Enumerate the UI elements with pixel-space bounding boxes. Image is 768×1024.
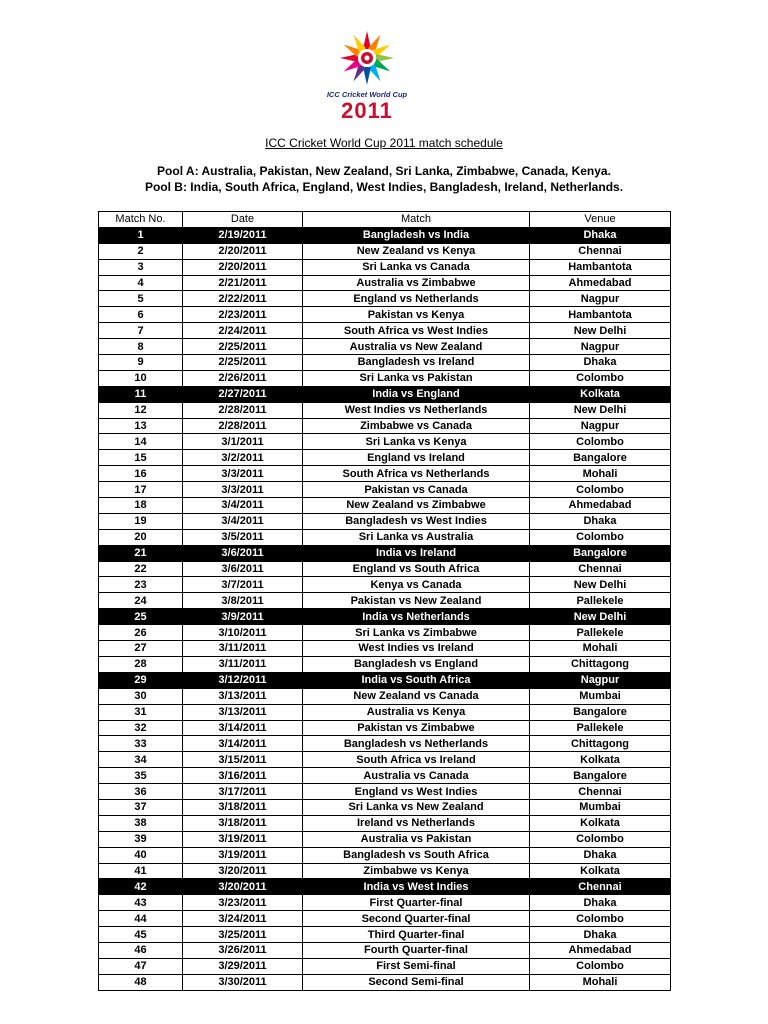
cell-venue: Mohali	[530, 974, 671, 990]
cell-match: Bangladesh vs India	[303, 227, 530, 243]
cell-match: West Indies vs Netherlands	[303, 402, 530, 418]
cell-venue: Chennai	[530, 561, 671, 577]
table-row	[99, 498, 671, 514]
cell-venue: Dhaka	[530, 847, 671, 863]
table-row	[99, 323, 671, 339]
cell-date: 3/4/2011	[183, 498, 303, 514]
cell-match-no: 35	[99, 768, 183, 784]
cell-match: Bangladesh vs Ireland	[303, 355, 530, 371]
cell-date: 3/19/2011	[183, 847, 303, 863]
column-header-match: Match	[303, 212, 530, 228]
table-row	[99, 482, 671, 498]
cell-match-no: 42	[99, 879, 183, 895]
cell-date: 3/4/2011	[183, 513, 303, 529]
table-row	[99, 784, 671, 800]
cell-date: 3/25/2011	[183, 927, 303, 943]
cell-match-no: 27	[99, 641, 183, 657]
cell-venue: Pallekele	[530, 625, 671, 641]
cell-match-no: 4	[99, 275, 183, 291]
cell-date: 3/20/2011	[183, 879, 303, 895]
cell-match-no: 21	[99, 545, 183, 561]
table-row	[99, 450, 671, 466]
cell-date: 2/21/2011	[183, 275, 303, 291]
cell-date: 3/12/2011	[183, 672, 303, 688]
cell-match: India vs South Africa	[303, 672, 530, 688]
column-header-date: Date	[183, 212, 303, 228]
table-row	[99, 672, 671, 688]
cell-date: 2/28/2011	[183, 402, 303, 418]
table-row	[99, 402, 671, 418]
cell-venue: Colombo	[530, 911, 671, 927]
cell-venue: Colombo	[530, 370, 671, 386]
cell-date: 3/18/2011	[183, 815, 303, 831]
cell-venue: New Delhi	[530, 402, 671, 418]
cell-match-no: 2	[99, 243, 183, 259]
cell-venue: New Delhi	[530, 609, 671, 625]
table-row	[99, 720, 671, 736]
cell-venue: Dhaka	[530, 895, 671, 911]
cell-venue: Chennai	[530, 879, 671, 895]
cell-match-no: 39	[99, 831, 183, 847]
cell-venue: New Delhi	[530, 323, 671, 339]
cell-date: 2/26/2011	[183, 370, 303, 386]
cell-match: Australia vs Canada	[303, 768, 530, 784]
cell-match: Sri Lanka vs Australia	[303, 529, 530, 545]
table-row	[99, 625, 671, 641]
cell-match: Pakistan vs New Zealand	[303, 593, 530, 609]
cell-match: Sri Lanka vs Pakistan	[303, 370, 530, 386]
cell-venue: Chittagong	[530, 736, 671, 752]
cell-match-no: 20	[99, 529, 183, 545]
table-row	[99, 370, 671, 386]
cell-date: 2/25/2011	[183, 355, 303, 371]
cell-venue: Mohali	[530, 466, 671, 482]
cell-match: Australia vs Zimbabwe	[303, 275, 530, 291]
cell-date: 3/29/2011	[183, 958, 303, 974]
table-row	[99, 768, 671, 784]
cell-date: 2/20/2011	[183, 259, 303, 275]
cell-match: Zimbabwe vs Canada	[303, 418, 530, 434]
cell-venue: Mumbai	[530, 688, 671, 704]
cell-match-no: 29	[99, 672, 183, 688]
cell-date: 3/10/2011	[183, 625, 303, 641]
cell-match-no: 31	[99, 704, 183, 720]
cell-venue: Nagpur	[530, 291, 671, 307]
table-row	[99, 863, 671, 879]
cell-match: Sri Lanka vs Canada	[303, 259, 530, 275]
table-row	[99, 339, 671, 355]
cell-venue: Dhaka	[530, 355, 671, 371]
cell-match-no: 23	[99, 577, 183, 593]
cell-match: South Africa vs Netherlands	[303, 466, 530, 482]
logo-year: 2011	[341, 98, 393, 123]
logo-emblem-icon	[336, 28, 398, 90]
table-row	[99, 656, 671, 672]
table-row	[99, 641, 671, 657]
table-row	[99, 799, 671, 815]
cell-venue: Colombo	[530, 529, 671, 545]
cell-venue: Bangalore	[530, 704, 671, 720]
cell-date: 3/1/2011	[183, 434, 303, 450]
cell-match-no: 11	[99, 386, 183, 402]
pool-a-line: Pool A: Australia, Pakistan, New Zealand, Sri Lanka, Zimbabwe, Canada, Kenya.	[157, 164, 611, 178]
cell-match: Second Quarter-final	[303, 911, 530, 927]
cell-date: 3/6/2011	[183, 545, 303, 561]
cell-match-no: 18	[99, 498, 183, 514]
cell-match: Sri Lanka vs New Zealand	[303, 799, 530, 815]
cell-date: 3/24/2011	[183, 911, 303, 927]
cell-match-no: 16	[99, 466, 183, 482]
cell-date: 3/17/2011	[183, 784, 303, 800]
cell-match: Bangladesh vs England	[303, 656, 530, 672]
cell-match: England vs South Africa	[303, 561, 530, 577]
cell-date: 3/16/2011	[183, 768, 303, 784]
table-row	[99, 259, 671, 275]
cell-match: England vs Netherlands	[303, 291, 530, 307]
table-row	[99, 958, 671, 974]
cell-match-no: 36	[99, 784, 183, 800]
cell-date: 2/22/2011	[183, 291, 303, 307]
cell-match: Australia vs Pakistan	[303, 831, 530, 847]
cell-match-no: 43	[99, 895, 183, 911]
cell-match-no: 45	[99, 927, 183, 943]
cell-match: Sri Lanka vs Zimbabwe	[303, 625, 530, 641]
table-header-row	[99, 212, 671, 228]
cell-venue: Chennai	[530, 243, 671, 259]
cell-match: First Quarter-final	[303, 895, 530, 911]
cell-match: Bangladesh vs South Africa	[303, 847, 530, 863]
cell-match-no: 15	[99, 450, 183, 466]
cell-venue: Dhaka	[530, 227, 671, 243]
cell-match-no: 7	[99, 323, 183, 339]
cell-venue: Kolkata	[530, 815, 671, 831]
table-row	[99, 227, 671, 243]
cell-date: 2/27/2011	[183, 386, 303, 402]
table-row	[99, 879, 671, 895]
cell-venue: Hambantota	[530, 259, 671, 275]
cell-match: First Semi-final	[303, 958, 530, 974]
cell-venue: Hambantota	[530, 307, 671, 323]
table-row	[99, 307, 671, 323]
table-row	[99, 434, 671, 450]
cell-match-no: 41	[99, 863, 183, 879]
page-title: ICC Cricket World Cup 2011 match schedule	[265, 136, 503, 150]
cell-match-no: 48	[99, 974, 183, 990]
cell-date: 3/8/2011	[183, 593, 303, 609]
cell-venue: Nagpur	[530, 418, 671, 434]
cell-match-no: 5	[99, 291, 183, 307]
cell-date: 2/24/2011	[183, 323, 303, 339]
cell-match-no: 40	[99, 847, 183, 863]
table-row	[99, 736, 671, 752]
cell-venue: Ahmedabad	[530, 942, 671, 958]
cell-match-no: 17	[99, 482, 183, 498]
cell-match-no: 32	[99, 720, 183, 736]
table-row	[99, 609, 671, 625]
table-row	[99, 831, 671, 847]
cell-venue: Dhaka	[530, 927, 671, 943]
cell-venue: Colombo	[530, 958, 671, 974]
cell-match: India vs West Indies	[303, 879, 530, 895]
cell-match-no: 37	[99, 799, 183, 815]
table-row	[99, 942, 671, 958]
table-row	[99, 275, 671, 291]
cell-match: Third Quarter-final	[303, 927, 530, 943]
column-header-venue: Venue	[530, 212, 671, 228]
table-row	[99, 593, 671, 609]
cell-date: 3/19/2011	[183, 831, 303, 847]
table-row	[99, 911, 671, 927]
cell-match-no: 8	[99, 339, 183, 355]
cell-date: 3/30/2011	[183, 974, 303, 990]
cell-match-no: 30	[99, 688, 183, 704]
cell-venue: Ahmedabad	[530, 275, 671, 291]
logo-caption: ICC Cricket World Cup	[326, 90, 408, 99]
cell-venue: Kolkata	[530, 386, 671, 402]
cell-venue: Chennai	[530, 784, 671, 800]
cell-venue: Mohali	[530, 641, 671, 657]
table-row	[99, 895, 671, 911]
table-row	[99, 688, 671, 704]
cell-venue: Colombo	[530, 831, 671, 847]
cell-date: 3/11/2011	[183, 656, 303, 672]
cell-match-no: 26	[99, 625, 183, 641]
cell-venue: Colombo	[530, 482, 671, 498]
cell-date: 3/6/2011	[183, 561, 303, 577]
cell-match-no: 14	[99, 434, 183, 450]
cell-match: New Zealand vs Canada	[303, 688, 530, 704]
table-row	[99, 243, 671, 259]
table-row	[99, 815, 671, 831]
cell-match-no: 6	[99, 307, 183, 323]
table-row	[99, 291, 671, 307]
pool-b-line: Pool B: India, South Africa, England, West Indies, Bangladesh, Ireland, Netherlands.	[144, 180, 624, 194]
cell-venue: Colombo	[530, 434, 671, 450]
table-row	[99, 529, 671, 545]
icc-world-cup-logo	[322, 28, 412, 123]
table-row	[99, 386, 671, 402]
cell-date: 3/15/2011	[183, 752, 303, 768]
cell-match-no: 46	[99, 942, 183, 958]
cell-date: 2/25/2011	[183, 339, 303, 355]
cell-date: 3/13/2011	[183, 704, 303, 720]
cell-match: South Africa vs Ireland	[303, 752, 530, 768]
cell-venue: Mumbai	[530, 799, 671, 815]
cell-match-no: 25	[99, 609, 183, 625]
cell-match-no: 19	[99, 513, 183, 529]
cell-date: 3/2/2011	[183, 450, 303, 466]
cell-venue: Kolkata	[530, 863, 671, 879]
cell-date: 3/3/2011	[183, 482, 303, 498]
cell-match: Zimbabwe vs Kenya	[303, 863, 530, 879]
cell-match-no: 47	[99, 958, 183, 974]
cell-venue: Bangalore	[530, 768, 671, 784]
table-row	[99, 704, 671, 720]
cell-date: 2/19/2011	[183, 227, 303, 243]
table-row	[99, 418, 671, 434]
cell-match-no: 28	[99, 656, 183, 672]
cell-match: Kenya vs Canada	[303, 577, 530, 593]
cell-date: 3/14/2011	[183, 720, 303, 736]
cell-match: Pakistan vs Zimbabwe	[303, 720, 530, 736]
cell-date: 3/14/2011	[183, 736, 303, 752]
cell-date: 3/11/2011	[183, 641, 303, 657]
cell-match: Australia vs New Zealand	[303, 339, 530, 355]
cell-match-no: 9	[99, 355, 183, 371]
cell-match-no: 44	[99, 911, 183, 927]
cell-match: India vs Ireland	[303, 545, 530, 561]
table-row	[99, 752, 671, 768]
table-row	[99, 513, 671, 529]
cell-venue: Chittagong	[530, 656, 671, 672]
cell-venue: Kolkata	[530, 752, 671, 768]
cell-date: 3/3/2011	[183, 466, 303, 482]
cell-date: 3/13/2011	[183, 688, 303, 704]
cell-match: Fourth Quarter-final	[303, 942, 530, 958]
table-row	[99, 927, 671, 943]
cell-match-no: 34	[99, 752, 183, 768]
cell-match: Pakistan vs Kenya	[303, 307, 530, 323]
cell-venue: Bangalore	[530, 545, 671, 561]
table-row	[99, 561, 671, 577]
cell-match: England vs Ireland	[303, 450, 530, 466]
cell-date: 3/7/2011	[183, 577, 303, 593]
cell-match: Pakistan vs Canada	[303, 482, 530, 498]
cell-match: England vs West Indies	[303, 784, 530, 800]
cell-match: Second Semi-final	[303, 974, 530, 990]
cell-match-no: 38	[99, 815, 183, 831]
cell-match-no: 22	[99, 561, 183, 577]
cell-venue: New Delhi	[530, 577, 671, 593]
table-row	[99, 355, 671, 371]
cell-date: 3/18/2011	[183, 799, 303, 815]
cell-match-no: 13	[99, 418, 183, 434]
cell-match: India vs Netherlands	[303, 609, 530, 625]
table-body	[99, 227, 671, 990]
cell-match-no: 12	[99, 402, 183, 418]
cell-match-no: 24	[99, 593, 183, 609]
cell-match: New Zealand vs Kenya	[303, 243, 530, 259]
cell-match-no: 33	[99, 736, 183, 752]
cell-venue: Ahmedabad	[530, 498, 671, 514]
cell-venue: Nagpur	[530, 339, 671, 355]
cell-match: India vs England	[303, 386, 530, 402]
cell-date: 3/9/2011	[183, 609, 303, 625]
cell-venue: Nagpur	[530, 672, 671, 688]
cell-match: Bangladesh vs Netherlands	[303, 736, 530, 752]
table-row	[99, 974, 671, 990]
cell-match-no: 1	[99, 227, 183, 243]
cell-match: South Africa vs West Indies	[303, 323, 530, 339]
table-row	[99, 466, 671, 482]
cell-venue: Pallekele	[530, 593, 671, 609]
cell-match: New Zealand vs Zimbabwe	[303, 498, 530, 514]
cell-match: Bangladesh vs West Indies	[303, 513, 530, 529]
cell-date: 2/23/2011	[183, 307, 303, 323]
cell-date: 2/20/2011	[183, 243, 303, 259]
table-row	[99, 577, 671, 593]
cell-venue: Pallekele	[530, 720, 671, 736]
table-row	[99, 545, 671, 561]
cell-date: 3/20/2011	[183, 863, 303, 879]
cell-match: Australia vs Kenya	[303, 704, 530, 720]
cell-date: 2/28/2011	[183, 418, 303, 434]
table-row	[99, 847, 671, 863]
cell-match-no: 3	[99, 259, 183, 275]
column-header-match-no: Match No.	[99, 212, 183, 228]
cell-match: Sri Lanka vs Kenya	[303, 434, 530, 450]
cell-venue: Dhaka	[530, 513, 671, 529]
cell-date: 3/26/2011	[183, 942, 303, 958]
cell-date: 3/23/2011	[183, 895, 303, 911]
cell-match: Ireland vs Netherlands	[303, 815, 530, 831]
cell-venue: Bangalore	[530, 450, 671, 466]
cell-date: 3/5/2011	[183, 529, 303, 545]
cell-match-no: 10	[99, 370, 183, 386]
cell-match: West Indies vs Ireland	[303, 641, 530, 657]
match-schedule-table	[98, 211, 671, 991]
